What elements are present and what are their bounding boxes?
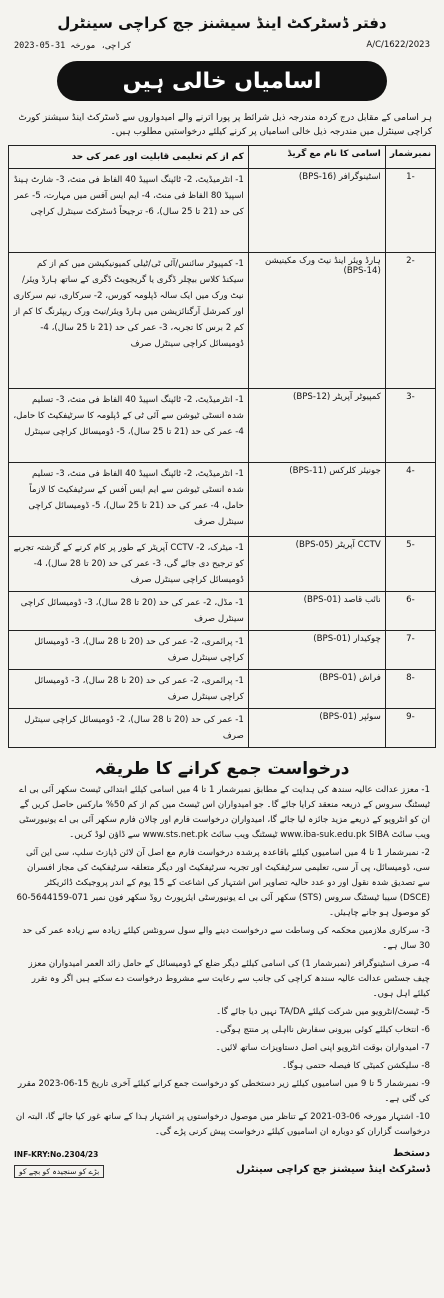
row-requirements: 1- عمر کی حد (20 تا 28 سال)، 2- ڈومیسائل کراچی سینٹرل صرف [9, 709, 249, 748]
row-post: نائب قاصد (BPS-01) [248, 592, 385, 631]
row-serial: -2 [385, 253, 435, 389]
footer [14, 1146, 430, 1178]
row-requirements: 1- انٹرمیڈیٹ، 2- ٹائپنگ اسپیڈ 40 الفاظ فی منٹ، 3- شارٹ ہینڈ اسپیڈ 80 الفاظ فی منٹ، 4- ایم ایس آفس میں مہارت، 5- عمر کی حد (21 تا 25 سال)، 6- ترجیحاً ڈسٹرکٹ سینٹرل کراچی [9, 169, 249, 253]
header-serial: نمبرشمار [385, 146, 435, 169]
row-requirements: 1- میٹرک، 2- CCTV آپریٹر کے طور پر کام کرنے کے گزشتہ تجربے کو ترجیح دی جائے گی، 3- عمر کی حد (20 تا 28 سال)، 4- ڈومیسائل کراچی سینٹرل صرف [9, 537, 249, 592]
vacancy-table [8, 145, 436, 748]
row-serial: -7 [385, 631, 435, 670]
row-requirements: 1- انٹرمیڈیٹ، 2- ٹائپنگ اسپیڈ 40 الفاظ فی منٹ، 3- تسلیم شدہ انسٹی ٹیوشن سے ایم ایس آفس کے سرٹیفکیٹ کا لازماً حامل، 4- عمر کی حد (21 تا 25 سال)، 5- ڈومیسائل کراچی سینٹرل صرف [9, 463, 249, 537]
row-requirements: 1- پرائمری، 2- عمر کی حد (20 تا 28 سال)، 3- ڈومیسائل کراچی سینٹرل صرف [9, 631, 249, 670]
row-post: CCTV آپریٹر (BPS-05) [248, 537, 385, 592]
procedure-item-3: 3- سرکاری ملازمین محکمہ کی وساطت سے درخواست دینے والے سول سرونٹس کیلئے زیادہ سے زیادہ عمر کی حد 30 سال ہے۔ [22, 926, 430, 951]
footer-left [14, 1150, 104, 1178]
row-serial: -9 [385, 709, 435, 748]
procedure-item-5: 5- ٹیسٹ/انٹرویو میں شرکت کیلئے TA/DA نہیں دیا جائے گا۔ [216, 1007, 430, 1017]
row-post: اسٹینوگرافر (BPS-16) [248, 169, 385, 253]
signature-block [236, 1146, 430, 1178]
inf-number: INF-KRY:No.2304/23 [14, 1150, 99, 1159]
row-serial: -8 [385, 670, 435, 709]
row-serial: -5 [385, 537, 435, 592]
vacancies-banner [57, 61, 387, 101]
table-row [9, 389, 436, 463]
procedure-item-10: 10- اشتہار مورخہ 06-03-2021 کے تناظر میں موصول درخواستوں پر اشتہار ہذا کے ساتھ غور کیا جائے گا، البتہ ان درخواست گزاران کو دوبارہ ان اسامیوں کیلئے درخواست پیش کرنی پڑے گی۔ [15, 1112, 430, 1137]
table-row [9, 463, 436, 537]
table-row [9, 709, 436, 748]
header-requirements: کم از کم تعلیمی قابلیت اور عمر کی حد [9, 146, 249, 169]
reference-number: A/C/1622/2023 [366, 40, 430, 50]
banner-text: اسامیاں خالی ہیں [122, 68, 322, 94]
procedure-title: درخواست جمع کرانے کا طریقہ [94, 759, 350, 779]
row-post: چوکیدار (BPS-01) [248, 631, 385, 670]
procedure-item-9: 9- نمبرشمار 5 تا 9 میں اسامیوں کیلئے زیر دستخطی کو درخواست جمع کرانے کیلئے آخری تاریخ 15-06-2023 مقرر کی گئی ہے۔ [17, 1079, 430, 1104]
table-row [9, 537, 436, 592]
row-post: ہارڈ ویئر اینڈ نیٹ ورک مکینیشن (BPS-14) [248, 253, 385, 389]
row-post: کمپیوٹر آپریٹر (BPS-12) [248, 389, 385, 463]
table-row [9, 592, 436, 631]
row-requirements: 1- انٹرمیڈیٹ، 2- ٹائپنگ اسپیڈ 40 الفاظ فی منٹ، 3- تسلیم شدہ انسٹی ٹیوشن سے آئی ٹی کے ڈپلومہ کا سرٹیفکیٹ کا حامل، 4- عمر کی حد (21 تا 25 سال)، 5- ڈومیسائل کراچی سینٹرل [9, 389, 249, 463]
table-row [9, 631, 436, 670]
stamp-box: بڑے کو سنجیدہ کو بچے کو [14, 1165, 104, 1178]
row-requirements: 1- کمپیوٹر سائنس/آئی ٹی/ٹیلی کمیونیکیشن میں کم از کم سیکنڈ کلاس بیچلر ڈگری یا گریجویٹ ڈگری کے ساتھ ہارڈ ویئر/نیٹ ورک میں ایک سالہ ڈپلومہ کورس، 2- سرکاری، نیم سرکاری اور کمرشل آرگنائزیشن میں ہارڈ ویئر/نیٹ ورک ریپئرنگ کا کم از کم 2 برس کا تجربہ، 3- عمر کی حد (21 تا 25 سال)، 4- ڈومیسائل کراچی سینٹرل صرف [9, 253, 249, 389]
row-requirements: 1- پرائمری، 2- عمر کی حد (20 تا 28 سال)، 3- ڈومیسائل کراچی سینٹرل صرف [9, 670, 249, 709]
table-header-row [9, 146, 436, 169]
procedure-item-2: 2- نمبرشمار 1 تا 4 میں اسامیوں کیلئے باقاعدہ پرشدہ درخواست فارم مع اصل آن لائن ڈپازٹ سلپ، سی این آئی سی، ڈومیسائل، پی آر سی، تعلیمی سرٹیفکیٹ اور تجربہ سرٹیفکیٹ اور دیگر متعلقہ سرٹیفکیٹ کی مجاز افسران سے تصدیق شدہ نقول اور دو عدد حالیہ تصاویر اس اشتہار کی اشاعت کے 15 یوم کے اندر پروجیکٹ ڈائریکٹر (DSCE) سیبا ٹیسٹنگ سروس (STS) سکھر آئی بی اے یونیورسٹی ایئرپورٹ روڈ سکھر فون نمبر 071-5644159-60 کو موصول ہو جانے چاہیئں۔ [16, 848, 430, 918]
date-line: کراچی، مورخہ 31-05-2023 [14, 41, 132, 51]
procedure-item-6: 6- انتخاب کیلئے کوئی بیرونی سفارش نااہلی پر منتج ہوگی۔ [215, 1025, 430, 1035]
procedure-list [8, 783, 436, 1140]
intro-paragraph: ہر اسامی کے مقابل درج کردہ مندرجہ ذیل شرائط پر پورا اترنے والے امیدواروں سے ڈسٹرکٹ اینڈ سیشنز کورٹ کراچی سینٹرل میں مندرجہ ذیل خالی اسامیاں پر کرنے کیلئے درخواستیں مطلوب ہیں۔ [18, 113, 432, 137]
table-row [9, 670, 436, 709]
procedure-item-1: 1- معزز عدالت عالیہ سندھ کی ہدایت کے مطابق نمبرشمار 1 تا 4 میں اسامی کیلئے ابتدائی ٹیسٹ سکھر آئی بی اے ٹیسٹنگ سروس کے ذریعہ منعقد کرایا جائے گا۔ جو امیدواران اس ٹیسٹ میں کم از کم 50% مارکس حاصل کریں گے ان کو انٹرویو کے ذریعے مزید جائزہ لیا جائے گا، امیدواران درخواست فارم اور چالان فارم سکھر آئی بی اے یونیورسٹی ویب سائٹ www.iba-suk.edu.pk SIBA ٹیسٹنگ ویب سائٹ www.sts.net.pk سے ڈاؤن لوڈ کریں۔ [18, 785, 430, 840]
row-serial: -4 [385, 463, 435, 537]
row-serial: -3 [385, 389, 435, 463]
office-title: دفتر ڈسٹرکٹ اینڈ سیشنز جج کراچی سینٹرل [57, 14, 387, 32]
signatory-title: ڈسٹرکٹ اینڈ سیشنز جج کراچی سینٹرل [235, 1164, 430, 1175]
header-post: اسامی کا نام مع گریڈ [248, 146, 385, 169]
row-requirements: 1- مڈل، 2- عمر کی حد (20 تا 28 سال)، 3- ڈومیسائل کراچی سینٹرل صرف [9, 592, 249, 631]
row-serial: -6 [385, 592, 435, 631]
signed-label: دستخط [393, 1148, 430, 1159]
procedure-item-8: 8- سلیکشن کمیٹی کا فیصلہ حتمی ہوگا۔ [282, 1061, 430, 1071]
procedure-item-7: 7- امیدواران بوقت انٹرویو اپنی اصل دستاویزات ساتھ لائیں۔ [215, 1043, 430, 1053]
table-row [9, 169, 436, 253]
reference-line [14, 40, 430, 51]
row-post: فراش (BPS-01) [248, 670, 385, 709]
table-row [9, 253, 436, 389]
row-post: جونیئر کلرکس (BPS-11) [248, 463, 385, 537]
procedure-item-4: 4- صرف اسٹینوگرافر (نمبرشمار 1) کی اسامی کیلئے دیگر ضلع کے ڈومیسائل کے حامل زائد العمر امیدواران معزز چیف جسٹس عدالت عالیہ سندھ کراچی کی جانب سے رعایت سے مشروط درخواست دے سکتے ہیں اگر وہ تقرر کیلئے اہل ہوں۔ [28, 959, 430, 999]
row-serial: -1 [385, 169, 435, 253]
row-post: سوئپر (BPS-01) [248, 709, 385, 748]
